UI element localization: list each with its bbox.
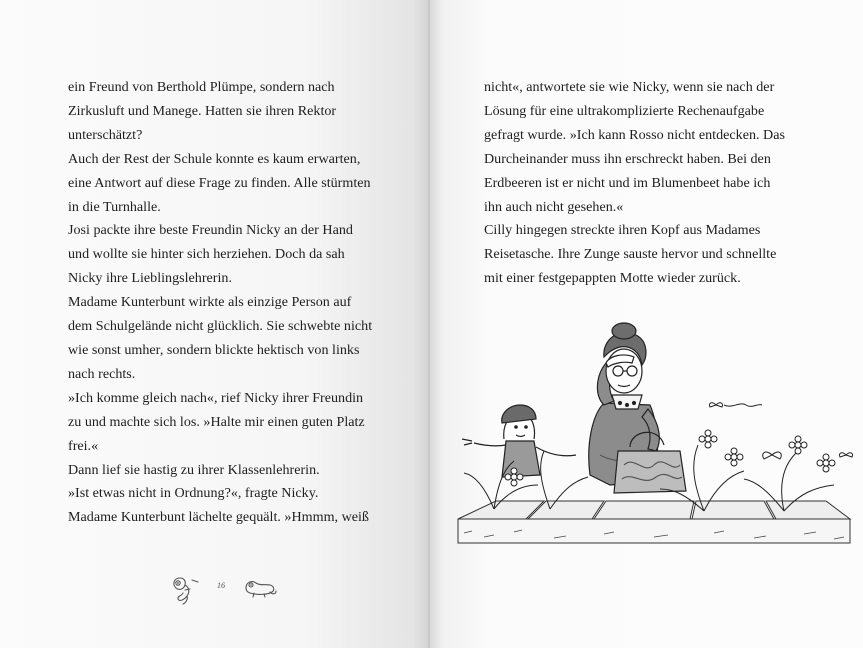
page-number: 16 xyxy=(217,581,225,590)
right-page xyxy=(430,0,863,648)
text-line: Reisetasche. Ihre Zunge sauste hervor und schnellte xyxy=(484,246,777,263)
text-line: und wollte sie hinter sich herziehen. Doch da sah xyxy=(68,246,345,263)
chameleon-icon xyxy=(170,572,204,606)
text-line: »Ist etwas nicht in Ordnung?«, fragte Nicky. xyxy=(68,485,319,502)
text-line: »Ich komme gleich nach«, rief Nicky ihrer Freundin xyxy=(68,389,364,406)
text-line: Durcheinander muss ihn erschreckt haben. Bei den xyxy=(484,150,771,167)
left-page xyxy=(0,0,430,648)
text-line: Auch der Rest der Schule konnte es kaum erwarten, xyxy=(68,150,361,167)
flower xyxy=(817,454,835,472)
butterfly-icon xyxy=(839,453,852,457)
text-line: ein Freund von Berthold Plümpe, sondern nach xyxy=(68,79,335,95)
butterfly-icon xyxy=(763,452,782,459)
flower xyxy=(725,448,743,466)
text-line: ihn auch nicht gesehen.« xyxy=(484,198,624,215)
page-footer xyxy=(170,572,290,612)
text-line: nicht«, antwortete sie wie Nicky, wenn sie nach der xyxy=(484,79,775,95)
text-line: Dann lief sie hastig zu ihrer Klassenlehrerin. xyxy=(68,461,320,478)
text-line: unterschätzt? xyxy=(68,126,143,143)
text-line: Madame Kunterbunt lächelte gequält. »Hmmm, weiß xyxy=(68,509,369,526)
text-line: Lösung für eine ultrakomplizierte Rechenaufgabe xyxy=(484,102,765,119)
text-line: gefragt wurde. »Ich kann Rosso nicht entdecken. Das xyxy=(484,126,785,143)
text-line: Nicky ihre Lieblingslehrerin. xyxy=(68,270,232,287)
flower xyxy=(699,430,717,448)
girl-figure xyxy=(462,405,576,477)
text-line: Josi packte ihre beste Freundin Nicky an der Hand xyxy=(68,222,353,239)
teacher-and-girl-illustration xyxy=(454,305,854,555)
text-line: in die Turnhalle. xyxy=(68,198,161,215)
text-line: wie sonst umher, sondern blickte hektisch von links xyxy=(68,341,360,358)
text-line: Erdbeeren ist er nicht und im Blumenbeet habe ich xyxy=(484,174,771,191)
text-line: frei.« xyxy=(68,437,99,454)
right-page-text xyxy=(484,76,814,291)
flower xyxy=(789,436,807,454)
moth-icon xyxy=(709,403,762,407)
text-line: mit einer festgepappten Motte wieder zurück. xyxy=(484,270,741,287)
text-line: Zirkusluft und Manege. Hatten sie ihren Rektor xyxy=(68,102,337,119)
chameleon-lying-icon xyxy=(242,576,278,598)
text-line: dem Schulgelände nicht glücklich. Sie schwebte nicht xyxy=(68,318,373,335)
left-page-text xyxy=(68,76,388,530)
text-line: Cilly hingegen streckte ihren Kopf aus Madames xyxy=(484,222,761,239)
text-line: Madame Kunterbunt wirkte als einzige Person auf xyxy=(68,294,352,311)
text-line: zu und machte sich los. »Halte mir einen guten Platz xyxy=(68,413,365,430)
text-line: nach rechts. xyxy=(68,365,136,382)
text-line: eine Antwort auf diese Frage zu finden. Alle stürmten xyxy=(68,174,371,191)
